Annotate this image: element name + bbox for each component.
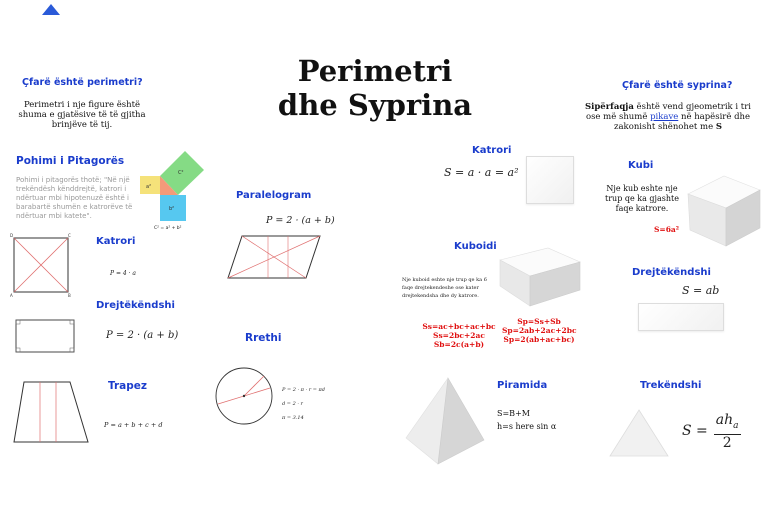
page-title: Perimetri dhe Syprina	[277, 54, 473, 122]
trekendeshi-triangle-diagram	[608, 408, 670, 458]
katrori-perimeter-formula: P = 4 · a	[110, 270, 136, 277]
kubi-cube-diagram	[686, 174, 762, 248]
paralelogram-heading: Paralelogram	[236, 190, 312, 201]
drejtkendeshi-perimeter-heading: Drejtëkëndshi	[96, 300, 175, 311]
kubi-text: Nje kub eshte nje trup qe ka gjashte faqe katrore.	[605, 184, 679, 213]
kuboidi-cuboid-diagram	[498, 246, 582, 308]
rrethi-diagram	[212, 364, 276, 428]
drejtkendeshi-perimeter-formula: P = 2 · (a + b)	[106, 330, 179, 341]
rrethi-heading: Rrethi	[245, 332, 282, 344]
pikave-link[interactable]: pikave	[650, 112, 679, 122]
kuboidi-formulas-right: Sp=Ss+Sb Sp=2ab+2ac+2bc Sp=2(ab+ac+bc)	[502, 317, 577, 344]
drejtkendeshi-area-heading: Drejtëkëndshi	[632, 267, 711, 278]
rrethi-formula-3: π = 3.14	[282, 415, 304, 421]
perimetri-text: Perimetri i nje figure është shuma e gjatësive të të gjitha brinjëve të tij.	[18, 100, 146, 130]
kubi-heading: Kubi	[628, 160, 654, 171]
rrethi-formula-2: d = 2 · r	[282, 401, 303, 407]
perimetri-heading: Çfarë është perimetri?	[22, 77, 143, 88]
piramida-formula-2: h=s here sin α	[497, 422, 557, 431]
drejtkendeshi-perimeter-diagram	[12, 316, 78, 356]
svg-text:b²: b²	[169, 206, 175, 212]
pitagoras-heading: Pohimi i Pitagorës	[16, 155, 125, 167]
pythagoras-diagram	[140, 148, 210, 230]
drejtkendeshi-area-rect	[638, 303, 724, 331]
svg-text:a²: a²	[146, 184, 152, 190]
syprina-heading: Çfarë është syprina?	[622, 80, 733, 91]
paralelogram-diagram	[228, 232, 322, 282]
rrethi-formula-1: P = 2 · π · r = πd	[282, 387, 325, 393]
kuboidi-text: Nje kuboid eshte nje trup qe ka 6 faqe drejtekendeshe ose kater drejtekendsha dhe dy katrore.	[402, 277, 487, 299]
svg-text:C: C	[68, 233, 71, 238]
drejtkendeshi-area-formula: S = ab	[682, 284, 720, 297]
trekendeshi-heading: Trekëndshi	[640, 380, 702, 391]
svg-text:B: B	[68, 293, 71, 298]
katrori-area-square	[526, 156, 574, 204]
svg-text:A: A	[10, 293, 13, 298]
pitagoras-text: Pohimi i pitagorës thotë; "Në një trekëndësh kënddrejtë, katrori i ndërtuar mbi hipotenuzë është i barabartë shumën e katrorëve të ndërtuar mbi katete".	[16, 176, 133, 220]
trapez-formula: P = a + b + c + d	[104, 421, 163, 429]
pitagoras-formula: C² = a² + b²	[154, 226, 182, 231]
paralelogram-formula: P = 2 · (a + b)	[266, 215, 335, 226]
piramida-formula-1: S=B+M	[497, 409, 530, 418]
katrori-perimeter-heading: Katrori	[96, 236, 136, 247]
syprina-text: Sipërfaqja është vend gjeometrik i tri ose më shumë pikave në hapësirë dhe zakonisht shënohet me S	[584, 102, 752, 132]
katrori-perimeter-diagram	[10, 234, 72, 298]
kuboidi-formulas-left: Ss=ac+bc+ac+bc Ss=2bc+2ac Sb=2c(a+b)	[422, 322, 496, 349]
kubi-formula: S=6a²	[654, 225, 680, 234]
katrori-area-heading: Katrori	[472, 145, 512, 156]
katrori-area-formula: S = a · a = a²	[444, 166, 519, 179]
trapez-diagram	[10, 378, 94, 448]
kuboidi-heading: Kuboidi	[454, 241, 497, 252]
piramida-pyramid-diagram	[402, 376, 486, 466]
trapez-heading: Trapez	[108, 380, 148, 392]
svg-text:C²: C²	[178, 170, 184, 176]
piramida-heading: Piramida	[497, 380, 548, 391]
svg-text:D: D	[10, 233, 14, 238]
trekendeshi-formula: S = $ah_a$ 2	[682, 412, 739, 451]
triangle-marker-icon	[42, 4, 60, 16]
